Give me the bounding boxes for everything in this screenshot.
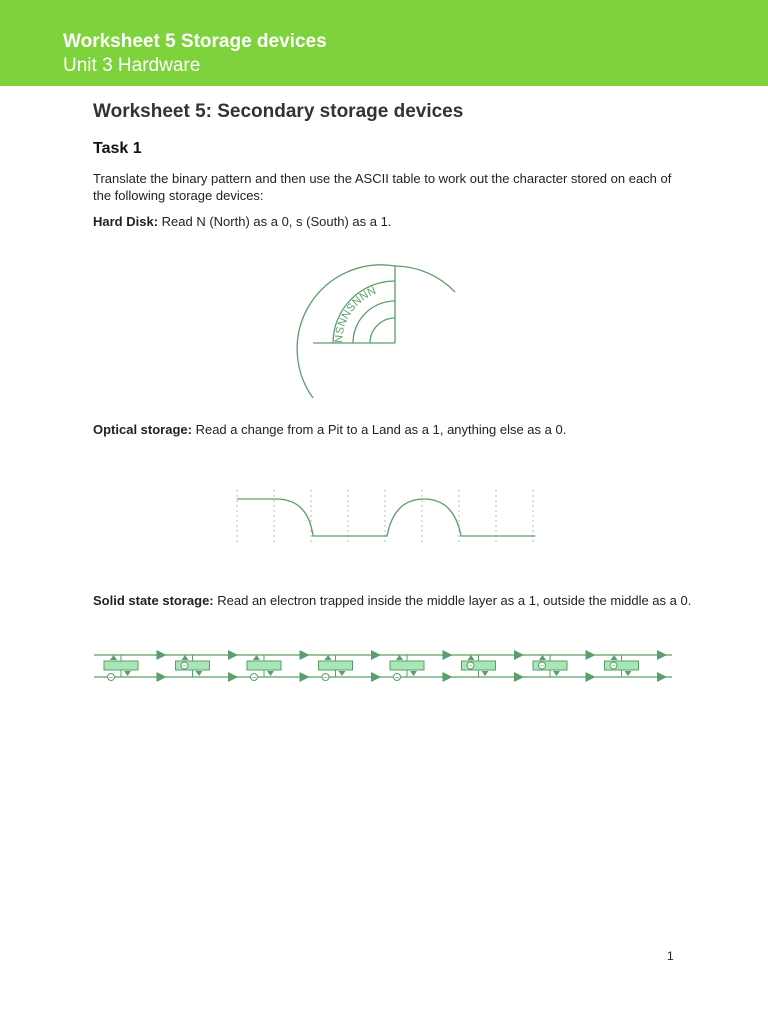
cell-arrow (625, 671, 632, 676)
rail-arrow (443, 672, 453, 682)
cell-arrow (267, 671, 274, 676)
rail-arrow (586, 672, 596, 682)
rail-arrow (443, 650, 453, 660)
optical-text: Read a change from a Pit to a Land as a 1, anything else as a 0. (191, 422, 567, 437)
cell-arrow (482, 671, 489, 676)
cell-arrow (611, 655, 618, 660)
electron-symbol: − (394, 673, 400, 682)
header-subtitle: Unit 3 Hardware (63, 55, 201, 76)
middle-layer (104, 661, 138, 670)
rail-arrow (371, 650, 381, 660)
middle-layer (247, 661, 281, 670)
electron-symbol: − (251, 673, 257, 682)
rail-arrow (228, 650, 238, 660)
memory-cell (462, 655, 496, 677)
cell-arrow (124, 671, 131, 676)
solid-state-label: Solid state storage: (93, 593, 214, 608)
hard-disk-text: Read N (North) as a 0, s (South) as a 1. (158, 214, 392, 229)
optical-label: Optical storage: (93, 422, 192, 437)
rail-arrow (657, 650, 667, 660)
optical-instruction (93, 421, 693, 438)
rail-arrow (300, 650, 310, 660)
memory-cell (319, 655, 353, 682)
cell-arrow (539, 655, 546, 660)
electron-symbol: − (323, 673, 328, 682)
cell-arrow (396, 655, 403, 660)
cell-arrow (110, 655, 117, 660)
middle-layer (319, 661, 353, 670)
page-header (0, 0, 768, 86)
electron-symbol: − (611, 661, 616, 671)
memory-cell (104, 655, 138, 682)
hard-disk-instruction (93, 213, 693, 230)
hard-disk-diagram (305, 260, 465, 410)
electron-symbol: − (108, 673, 114, 682)
rail-arrow (300, 672, 310, 682)
rail-arrow (514, 672, 524, 682)
memory-cell (605, 655, 639, 677)
cell-arrow (553, 671, 560, 676)
memory-cell (390, 655, 424, 682)
cell-arrow (410, 671, 417, 676)
rail-arrow (157, 672, 167, 682)
memory-cell (247, 655, 281, 682)
header-title: Worksheet 5 Storage devices (63, 31, 327, 52)
middle-layer (390, 661, 424, 670)
rail-arrow (157, 650, 167, 660)
optical-track-surface (237, 499, 535, 536)
task-title: Task 1 (93, 140, 142, 157)
cell-arrow (253, 655, 260, 660)
electron-symbol: − (539, 661, 545, 671)
solid-state-text: Read an electron trapped inside the middle layer as a 1, outside the middle as a 0. (213, 593, 692, 608)
electron-symbol: − (182, 661, 187, 671)
memory-cell (176, 655, 210, 677)
rail-arrow (657, 672, 667, 682)
solid-state-diagram (92, 645, 682, 685)
rail-arrow (514, 650, 524, 660)
cell-arrow (325, 655, 332, 660)
rail-arrow (228, 672, 238, 682)
memory-cell (533, 655, 567, 677)
hard-disk-label: Hard Disk: (93, 214, 159, 229)
hard-disk-pattern: NSNNSNNN (332, 284, 379, 344)
cell-arrow (182, 655, 189, 660)
intro-paragraph: Translate the binary pattern and then use the ASCII table to work out the character stored on each of the following storage devices: (93, 171, 672, 203)
rail-arrow (586, 650, 596, 660)
page-number: 1 (667, 949, 674, 963)
cell-arrow (339, 671, 346, 676)
document-title: Worksheet 5: Secondary storage devices (93, 101, 464, 122)
solid-state-instruction (93, 592, 693, 609)
cell-arrow (196, 671, 203, 676)
cell-arrow (468, 655, 475, 660)
optical-diagram (236, 490, 536, 550)
rail-arrow (371, 672, 381, 682)
electron-symbol: − (468, 661, 473, 671)
